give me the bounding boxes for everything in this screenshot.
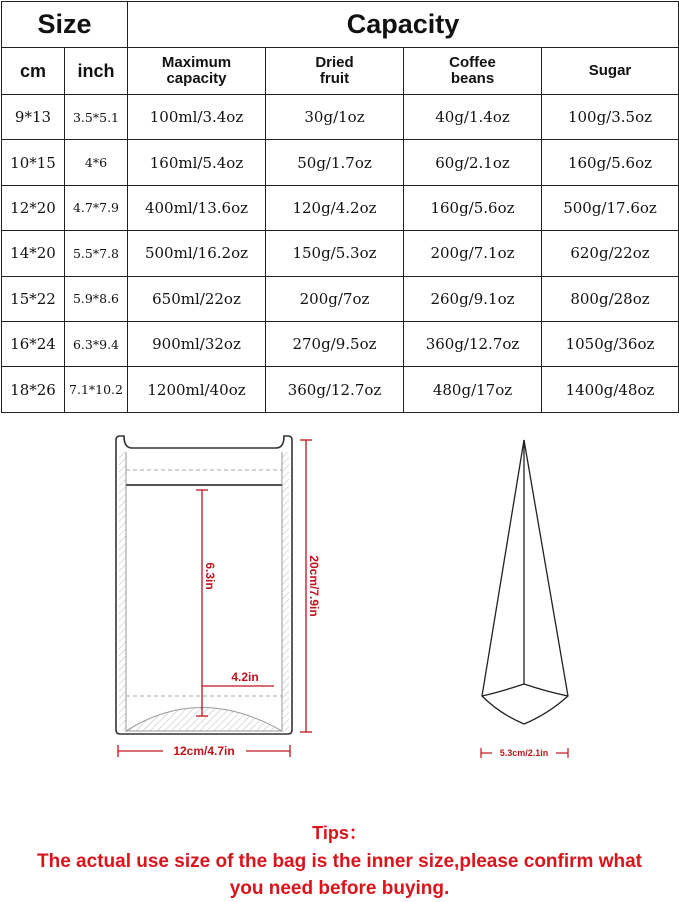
inner-height-label: 6.3in (203, 562, 217, 590)
dried-fruit-cell: 150g/5.3oz (266, 231, 404, 276)
sugar-cell: 620g/22oz (542, 231, 679, 276)
dried-fruit-cell: 30g/1oz (266, 95, 404, 140)
outer-width-label: 12cm/4.7in (173, 744, 235, 758)
size-cm-cell: 15*22 (2, 276, 65, 321)
size-cm-cell: 10*15 (2, 140, 65, 185)
size-cm-cell: 9*13 (2, 95, 65, 140)
inch-header: inch (65, 48, 128, 95)
table-row (2, 95, 679, 140)
size-inch-cell: 4*6 (65, 140, 128, 185)
size-cm-cell: 18*26 (2, 367, 65, 412)
coffee-beans-header: Coffee beans (404, 48, 542, 95)
tips-title: Tips： (312, 823, 367, 843)
size-cm-cell: 16*24 (2, 321, 65, 366)
table-row (2, 185, 679, 230)
sugar-cell: 500g/17.6oz (542, 185, 679, 230)
dried-fruit-cell: 360g/12.7oz (266, 367, 404, 412)
sugar-cell: 100g/3.5oz (542, 95, 679, 140)
coffee-beans-cell: 200g/7.1oz (404, 231, 542, 276)
size-header: Size (2, 2, 128, 48)
inner-width-label: 4.2in (231, 670, 259, 684)
table-row (2, 140, 679, 185)
coffee-beans-cell: 360g/12.7oz (404, 321, 542, 366)
max-capacity-cell: 500ml/16.2oz (128, 231, 266, 276)
sugar-cell: 160g/5.6oz (542, 140, 679, 185)
table-row (2, 321, 679, 366)
size-inch-cell: 7.1*10.2 (65, 367, 128, 412)
bottom-gusset-label: 5.3cm/2.1in (499, 748, 549, 758)
coffee-beans-cell: 160g/5.6oz (404, 185, 542, 230)
max-capacity-cell: 160ml/5.4oz (128, 140, 266, 185)
coffee-beans-cell: 60g/2.1oz (404, 140, 542, 185)
coffee-beans-cell: 480g/17oz (404, 367, 542, 412)
size-inch-cell: 5.9*8.6 (65, 276, 128, 321)
dried-fruit-cell: 200g/7oz (266, 276, 404, 321)
outer-height-label: 20cm/7.9in (307, 555, 321, 617)
cm-header: cm (2, 48, 65, 95)
max-capacity-cell: 100ml/3.4oz (128, 95, 266, 140)
max-capacity-cell: 400ml/13.6oz (128, 185, 266, 230)
bag-dimension-diagram (0, 414, 679, 794)
size-inch-cell: 3.5*5.1 (65, 95, 128, 140)
table-row (2, 367, 679, 412)
size-capacity-table (1, 1, 679, 413)
tips-body: The actual use size of the bag is the inner size,please confirm what you need before buying. (37, 851, 642, 899)
coffee-beans-cell: 260g/9.1oz (404, 276, 542, 321)
table-row (2, 276, 679, 321)
size-inch-cell: 4.7*7.9 (65, 185, 128, 230)
sugar-cell: 1400g/48oz (542, 367, 679, 412)
sugar-cell: 800g/28oz (542, 276, 679, 321)
size-cm-cell: 12*20 (2, 185, 65, 230)
sugar-header: Sugar (542, 48, 679, 95)
size-cm-cell: 14*20 (2, 231, 65, 276)
max-capacity-cell: 650ml/22oz (128, 276, 266, 321)
max-capacity-cell: 900ml/32oz (128, 321, 266, 366)
capacity-header: Capacity (128, 2, 679, 48)
max-capacity-cell: 1200ml/40oz (128, 367, 266, 412)
max-capacity-header: Maximum capacity (128, 48, 266, 95)
dried-fruit-header: Dried fruit (266, 48, 404, 95)
table-row (2, 231, 679, 276)
coffee-beans-cell: 40g/1.4oz (404, 95, 542, 140)
dried-fruit-cell: 120g/4.2oz (266, 185, 404, 230)
sugar-cell: 1050g/36oz (542, 321, 679, 366)
size-inch-cell: 5.5*7.8 (65, 231, 128, 276)
dried-fruit-cell: 50g/1.7oz (266, 140, 404, 185)
dried-fruit-cell: 270g/9.5oz (266, 321, 404, 366)
size-inch-cell: 6.3*9.4 (65, 321, 128, 366)
bag-side-profile-icon (482, 440, 568, 724)
